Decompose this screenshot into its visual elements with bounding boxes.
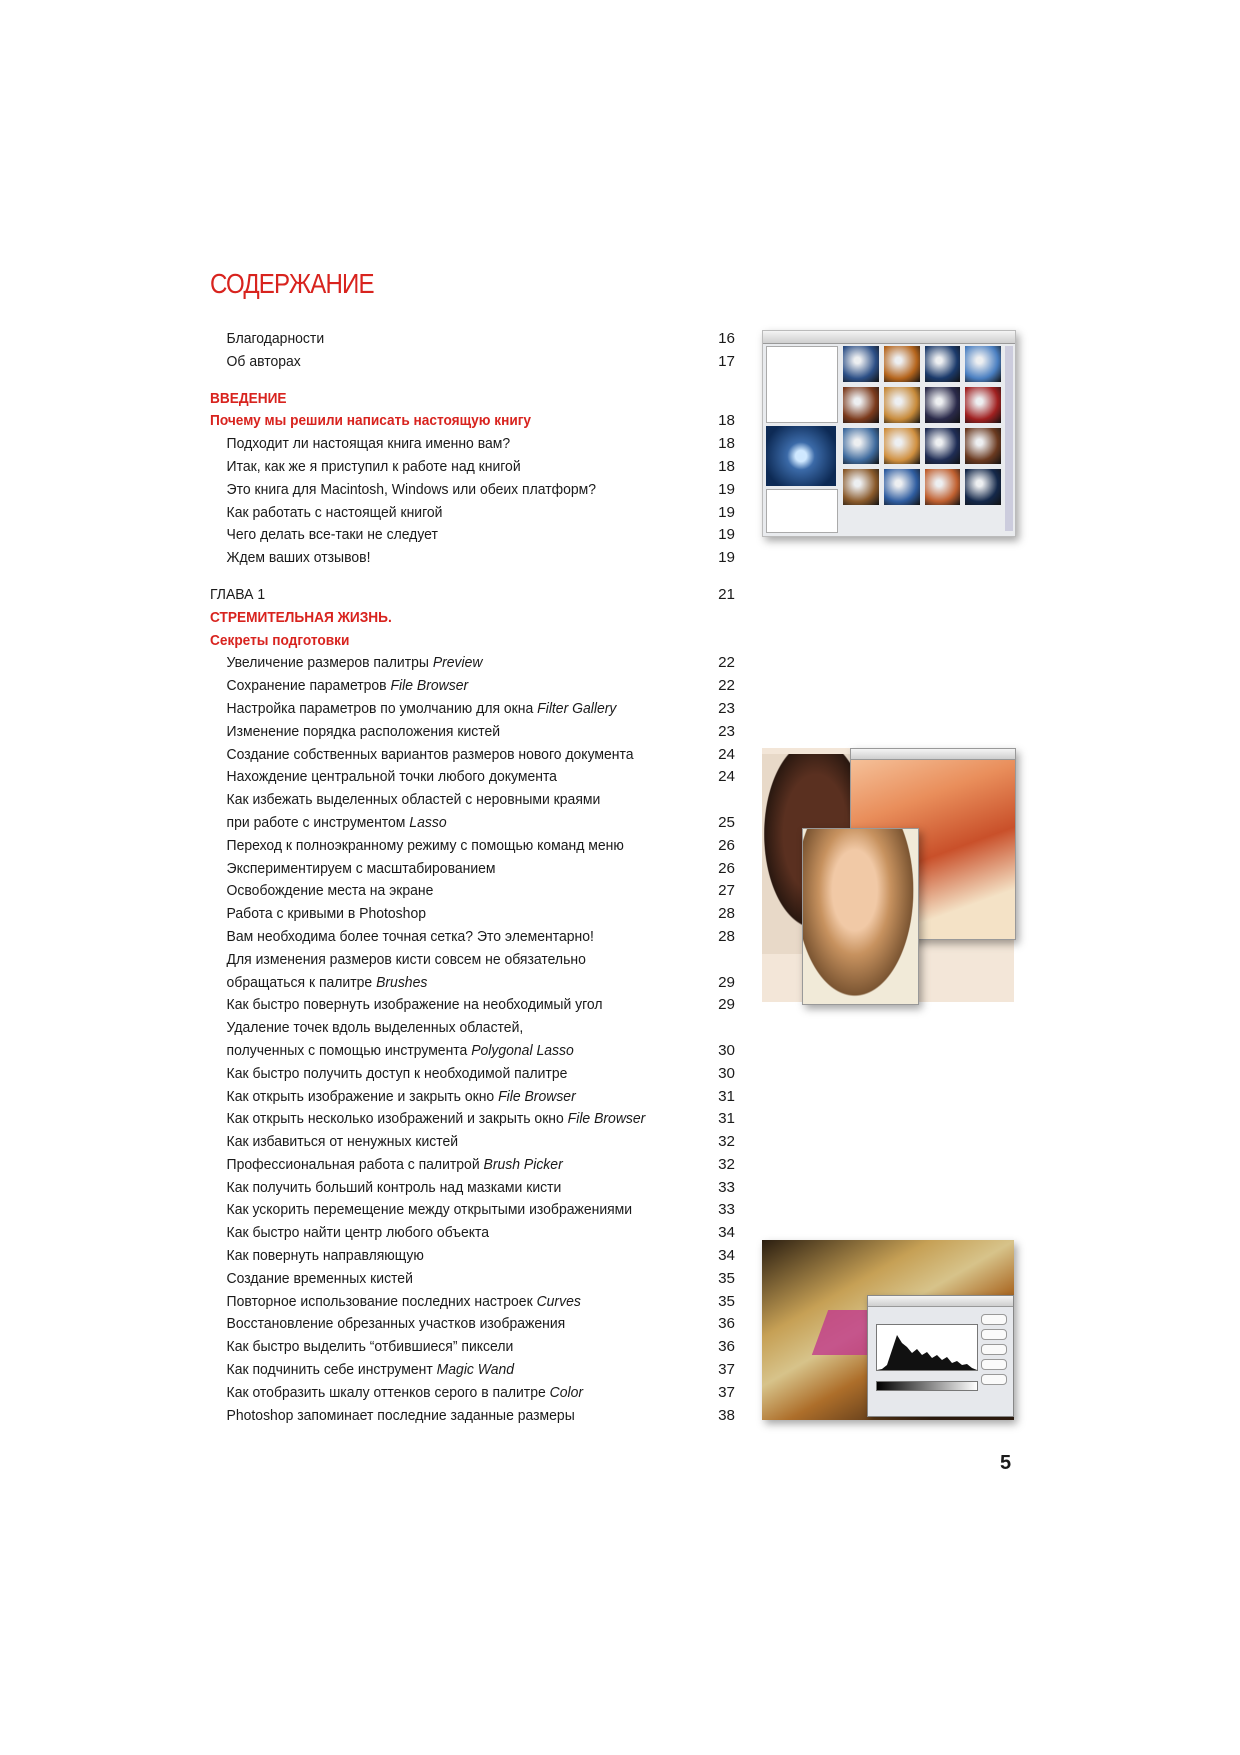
toc-text-fragment: Это книга для Macintosh, Windows или обеих платформ? <box>226 480 597 498</box>
toc-text-fragment: Brush Picker <box>483 1155 563 1173</box>
toc-text-fragment: Как получить больший контроль над мазками кисти <box>226 1178 562 1196</box>
toc-text-fragment: полученных с помощью инструмента <box>226 1041 472 1059</box>
toc-text-fragment: Освобождение места на экране <box>226 882 434 900</box>
toc-page-number: 18 <box>718 457 735 475</box>
page-title: СОДЕРЖАНИЕ <box>210 268 374 299</box>
toc-text-fragment: Curves <box>536 1292 581 1310</box>
toc-entry-text <box>210 926 693 949</box>
toc-item <box>210 1313 735 1336</box>
toc-page-number: 21 <box>718 585 735 603</box>
toc-entry-text <box>210 410 683 433</box>
toc-item <box>210 1108 735 1131</box>
toc-section <box>210 607 735 630</box>
toc-text-fragment: при работе с инструментом <box>226 813 410 831</box>
toc-entry-text <box>210 524 693 547</box>
toc-item <box>210 880 735 903</box>
portraits-illustration <box>762 748 1014 1002</box>
toc-item <box>210 1405 735 1428</box>
toc-text-fragment: Как повернуть направляющую <box>226 1247 424 1265</box>
toc-page-number: 19 <box>718 480 735 498</box>
thumbnail-image <box>843 346 879 382</box>
toc-text-fragment: File Browser <box>498 1087 576 1105</box>
toc-page-number: 24 <box>718 768 735 786</box>
toc-page-number: 28 <box>718 927 735 945</box>
toc-text-fragment: File Browser <box>390 677 469 695</box>
toc-text-fragment: Профессиональная работа с палитрой <box>226 1155 484 1173</box>
toc-entry-text <box>210 721 693 744</box>
toc-item <box>210 721 735 744</box>
toc-text-fragment: Lasso <box>409 813 447 831</box>
toc-entry-text <box>210 1063 693 1086</box>
toc-text-fragment: Восстановление обрезанных участков изображения <box>226 1315 566 1333</box>
toc-page-number: 19 <box>718 549 735 567</box>
toc-entry-text <box>210 698 693 721</box>
toc-page-number: 33 <box>718 1201 735 1219</box>
toc-text-fragment: Благодарности <box>226 330 325 347</box>
toc-text-fragment: Работа с кривыми в Photoshop <box>226 905 426 923</box>
toc-section-sub <box>210 410 735 433</box>
toc-page-number: 36 <box>718 1315 735 1333</box>
curves-illustration <box>762 1240 1014 1420</box>
thumbnail-image <box>965 346 1001 382</box>
toc-entry-text <box>210 903 693 926</box>
dialog-buttons <box>981 1314 1007 1389</box>
toc-text-fragment: Как быстро найти центр любого объекта <box>226 1224 490 1242</box>
toc-page-number: 36 <box>718 1338 735 1356</box>
preview-pane <box>766 426 836 486</box>
toc-entry-text <box>210 1199 693 1222</box>
thumbnail-image <box>843 469 879 505</box>
toc-item <box>210 994 735 1017</box>
toc-text-fragment: Preview <box>432 654 483 672</box>
toc-text-fragment: Как быстро повернуть изображение на необходимый угол <box>226 996 603 1014</box>
gradient-slider <box>876 1381 978 1391</box>
toc-text-fragment: ВВЕДЕНИЕ <box>210 389 287 407</box>
toc-page-number: 30 <box>718 1064 735 1082</box>
toc-entry-text <box>210 1040 693 1063</box>
toc-page-number: 37 <box>718 1361 735 1379</box>
toc-text-fragment: Подходит ли настоящая книга именно вам? <box>226 435 511 453</box>
toc-entry-text <box>210 1313 693 1336</box>
metadata-pane <box>766 489 838 533</box>
toc-text-fragment: Как работать с настоящей книгой <box>226 503 443 521</box>
toc-item <box>210 502 735 525</box>
toc-entry-text <box>210 1017 693 1040</box>
toc-item <box>210 1359 735 1382</box>
toc-page-number: 31 <box>718 1087 735 1105</box>
portrait-image <box>802 828 919 1005</box>
toc-text-fragment: ГЛАВА 1 <box>210 585 266 603</box>
toc-entry-text <box>210 812 693 835</box>
toc-text-fragment: Сохранение параметров <box>226 677 391 695</box>
toc-entry-text <box>210 502 693 525</box>
toc-item <box>210 949 735 972</box>
thumbnail-image <box>884 387 920 423</box>
table-of-contents <box>210 328 735 1427</box>
toc-item <box>210 328 735 351</box>
toc-text-fragment: Как избежать выделенных областей с неровными краями <box>226 791 601 809</box>
thumbnail-image <box>925 346 961 382</box>
toc-entry-text <box>210 433 693 456</box>
folder-tree <box>766 346 838 423</box>
histogram <box>876 1324 978 1371</box>
toc-entry-text <box>210 584 693 607</box>
toc-page-number: 32 <box>718 1155 735 1173</box>
toc-entry-text <box>210 351 693 374</box>
toc-page-number: 22 <box>718 654 735 672</box>
toc-text-fragment: Экспериментируем с масштабированием <box>226 859 496 877</box>
toc-text-fragment: Итак, как же я приступил к работе над книгой <box>226 457 521 475</box>
toc-item <box>210 1040 735 1063</box>
toc-page-number: 35 <box>718 1269 735 1287</box>
thumbnail-image <box>925 469 961 505</box>
toc-item <box>210 1245 735 1268</box>
toc-text-fragment: Изменение порядка расположения кистей <box>226 722 501 740</box>
toc-item <box>210 456 735 479</box>
toc-text-fragment: Повторное использование последних настроек <box>226 1292 537 1310</box>
toc-item <box>210 1291 735 1314</box>
toc-entry-text <box>210 388 683 411</box>
toc-gap <box>210 374 735 388</box>
toc-item <box>210 1154 735 1177</box>
toc-page-number: 34 <box>718 1247 735 1265</box>
toc-text-fragment: Polygonal Lasso <box>471 1041 574 1059</box>
toc-entry-text <box>210 766 693 789</box>
toc-page-number: 29 <box>718 973 735 991</box>
toc-entry-text <box>210 744 693 767</box>
toc-text-fragment: Как ускорить перемещение между открытыми изображениями <box>226 1201 633 1219</box>
toc-item <box>210 1131 735 1154</box>
toc-text-fragment: Magic Wand <box>436 1361 515 1379</box>
toc-text-fragment: Ждем ваших отзывов! <box>226 549 371 567</box>
thumbnail-image <box>965 469 1001 505</box>
toc-entry-text <box>210 1268 693 1291</box>
toc-item <box>210 858 735 881</box>
toc-entry-text <box>210 1382 693 1405</box>
toc-item <box>210 926 735 949</box>
toc-text-fragment: Настройка параметров по умолчанию для окна <box>226 699 538 717</box>
toc-item <box>210 652 735 675</box>
window-titlebar <box>763 331 1015 344</box>
toc-page-number: 37 <box>718 1383 735 1401</box>
toc-entry-text <box>210 630 683 653</box>
toc-item <box>210 972 735 995</box>
toc-item <box>210 1382 735 1405</box>
toc-page-number: 33 <box>718 1178 735 1196</box>
toc-page-number: 38 <box>718 1406 735 1424</box>
toc-item <box>210 433 735 456</box>
toc-item <box>210 812 735 835</box>
toc-entry-text <box>210 1154 693 1177</box>
toc-text-fragment: СТРЕМИТЕЛЬНАЯ ЖИЗНЬ. <box>210 608 392 626</box>
toc-page-number: 28 <box>718 905 735 923</box>
toc-item <box>210 766 735 789</box>
thumbnail-image <box>884 346 920 382</box>
toc-entry-text <box>210 1359 693 1382</box>
toc-entry-text <box>210 972 693 995</box>
toc-text-fragment: обращаться к палитре <box>226 973 377 991</box>
toc-page-number: 22 <box>718 677 735 695</box>
thumbnail-grid <box>843 346 1001 505</box>
page-number: 5 <box>1000 1452 1012 1474</box>
toc-page-number: 34 <box>718 1224 735 1242</box>
thumbnail-image <box>965 387 1001 423</box>
toc-entry-text <box>210 1245 693 1268</box>
thumbnail-image <box>843 428 879 464</box>
toc-text-fragment: Вам необходима более точная сетка? Это элементарно! <box>226 927 594 945</box>
toc-item <box>210 1063 735 1086</box>
toc-section <box>210 388 735 411</box>
toc-item <box>210 1336 735 1359</box>
toc-page-number: 29 <box>718 996 735 1014</box>
toc-item <box>210 1199 735 1222</box>
toc-page-number: 23 <box>718 699 735 717</box>
toc-entry-text <box>210 1131 693 1154</box>
toc-text-fragment: Создание собственных вариантов размеров нового документа <box>226 745 634 763</box>
toc-entry-text <box>210 675 693 698</box>
toc-text-fragment: Почему мы решили написать настоящую книгу <box>210 412 532 430</box>
thumbnail-image <box>925 387 961 423</box>
toc-page-number: 35 <box>718 1292 735 1310</box>
toc-text-fragment: Как избавиться от ненужных кистей <box>226 1133 459 1151</box>
toc-text-fragment: Filter Gallery <box>537 699 617 717</box>
toc-page-number: 19 <box>718 526 735 544</box>
toc-text-fragment: Color <box>549 1383 584 1401</box>
toc-page-number: 30 <box>718 1041 735 1059</box>
toc-text-fragment: Photoshop запоминает последние заданные размеры <box>226 1406 575 1424</box>
toc-entry-text <box>210 479 693 502</box>
toc-page-number: 25 <box>718 813 735 831</box>
toc-text-fragment: File Browser <box>567 1110 646 1128</box>
thumbnail-image <box>925 428 961 464</box>
toc-entry-text <box>210 547 693 570</box>
toc-entry-text <box>210 949 693 972</box>
toc-page-number: 27 <box>718 882 735 900</box>
toc-text-fragment: Как быстро выделить “отбившиеся” пиксели <box>226 1338 514 1356</box>
toc-entry-text <box>210 1336 693 1359</box>
toc-page-number: 24 <box>718 745 735 763</box>
toc-item <box>210 1086 735 1109</box>
levels-dialog <box>867 1295 1014 1417</box>
toc-entry-text <box>210 858 693 881</box>
toc-page-number: 19 <box>718 503 735 521</box>
toc-item <box>210 524 735 547</box>
thumbnail-image <box>965 428 1001 464</box>
toc-text-fragment: Brushes <box>376 973 428 991</box>
toc-item <box>210 479 735 502</box>
toc-text-fragment: Для изменения размеров кисти совсем не обязательно <box>226 950 586 968</box>
toc-entry-text <box>210 1291 693 1314</box>
thumbnail-image <box>843 387 879 423</box>
toc-entry-text <box>210 1086 693 1109</box>
toc-text-fragment: Увеличение размеров палитры <box>226 654 433 672</box>
toc-item <box>210 351 735 374</box>
toc-item <box>210 675 735 698</box>
toc-entry-text <box>210 994 693 1017</box>
toc-page-number: 16 <box>718 330 735 347</box>
toc-text-fragment: Как подчинить себе инструмент <box>226 1361 437 1379</box>
toc-entry-text <box>210 456 693 479</box>
toc-page-number: 18 <box>718 435 735 453</box>
toc-entry-text <box>210 880 693 903</box>
toc-page-number: 18 <box>718 412 735 430</box>
toc-entry-text <box>210 1222 693 1245</box>
toc-item <box>210 1268 735 1291</box>
toc-item <box>210 744 735 767</box>
thumbnail-image <box>884 428 920 464</box>
toc-page-number: 26 <box>718 859 735 877</box>
toc-entry-text <box>210 1177 693 1200</box>
toc-item <box>210 1222 735 1245</box>
toc-section-sub <box>210 630 735 653</box>
histogram-graph <box>877 1325 977 1370</box>
toc-page-number: 32 <box>718 1133 735 1151</box>
toc-page-number: 26 <box>718 836 735 854</box>
thumbnail-image <box>884 469 920 505</box>
toc-text-fragment: Как быстро получить доступ к необходимой палитре <box>226 1064 568 1082</box>
toc-text-fragment: Об авторах <box>226 352 301 370</box>
scrollbar <box>1005 346 1013 531</box>
toc-item <box>210 903 735 926</box>
toc-entry-text <box>210 789 693 812</box>
file-browser-illustration <box>762 330 1016 537</box>
toc-gap <box>210 570 735 584</box>
toc-entry-text <box>210 1405 693 1428</box>
toc-entry-text <box>210 607 683 630</box>
toc-page-number: 23 <box>718 722 735 740</box>
toc-text-fragment: Удаление точек вдоль выделенных областей, <box>226 1019 524 1037</box>
toc-text-fragment: Нахождение центральной точки любого документа <box>226 768 557 786</box>
toc-text-fragment: Переход к полноэкранному режиму с помощью команд меню <box>226 836 624 854</box>
toc-item <box>210 698 735 721</box>
toc-text-fragment: Чего делать все-таки не следует <box>226 526 438 544</box>
toc-text-fragment: Создание временных кистей <box>226 1269 413 1287</box>
toc-text-fragment: Как открыть несколько изображений и закрыть окно <box>226 1110 568 1128</box>
toc-item <box>210 835 735 858</box>
window-titlebar <box>868 1296 1013 1307</box>
toc-item <box>210 789 735 812</box>
toc-chapter <box>210 584 735 607</box>
toc-entry-text <box>210 835 693 858</box>
toc-page-number: 17 <box>718 352 735 370</box>
toc-item <box>210 547 735 570</box>
toc-page-number: 31 <box>718 1110 735 1128</box>
toc-entry-text <box>210 652 693 675</box>
toc-entry-text <box>210 1108 693 1131</box>
toc-item <box>210 1017 735 1040</box>
toc-text-fragment: Секреты подготовки <box>210 631 350 649</box>
toc-item <box>210 1177 735 1200</box>
window-titlebar <box>851 749 1015 760</box>
toc-entry-text <box>210 328 693 351</box>
toc-text-fragment: Как открыть изображение и закрыть окно <box>226 1087 499 1105</box>
toc-text-fragment: Как отобразить шкалу оттенков серого в палитре <box>226 1383 550 1401</box>
